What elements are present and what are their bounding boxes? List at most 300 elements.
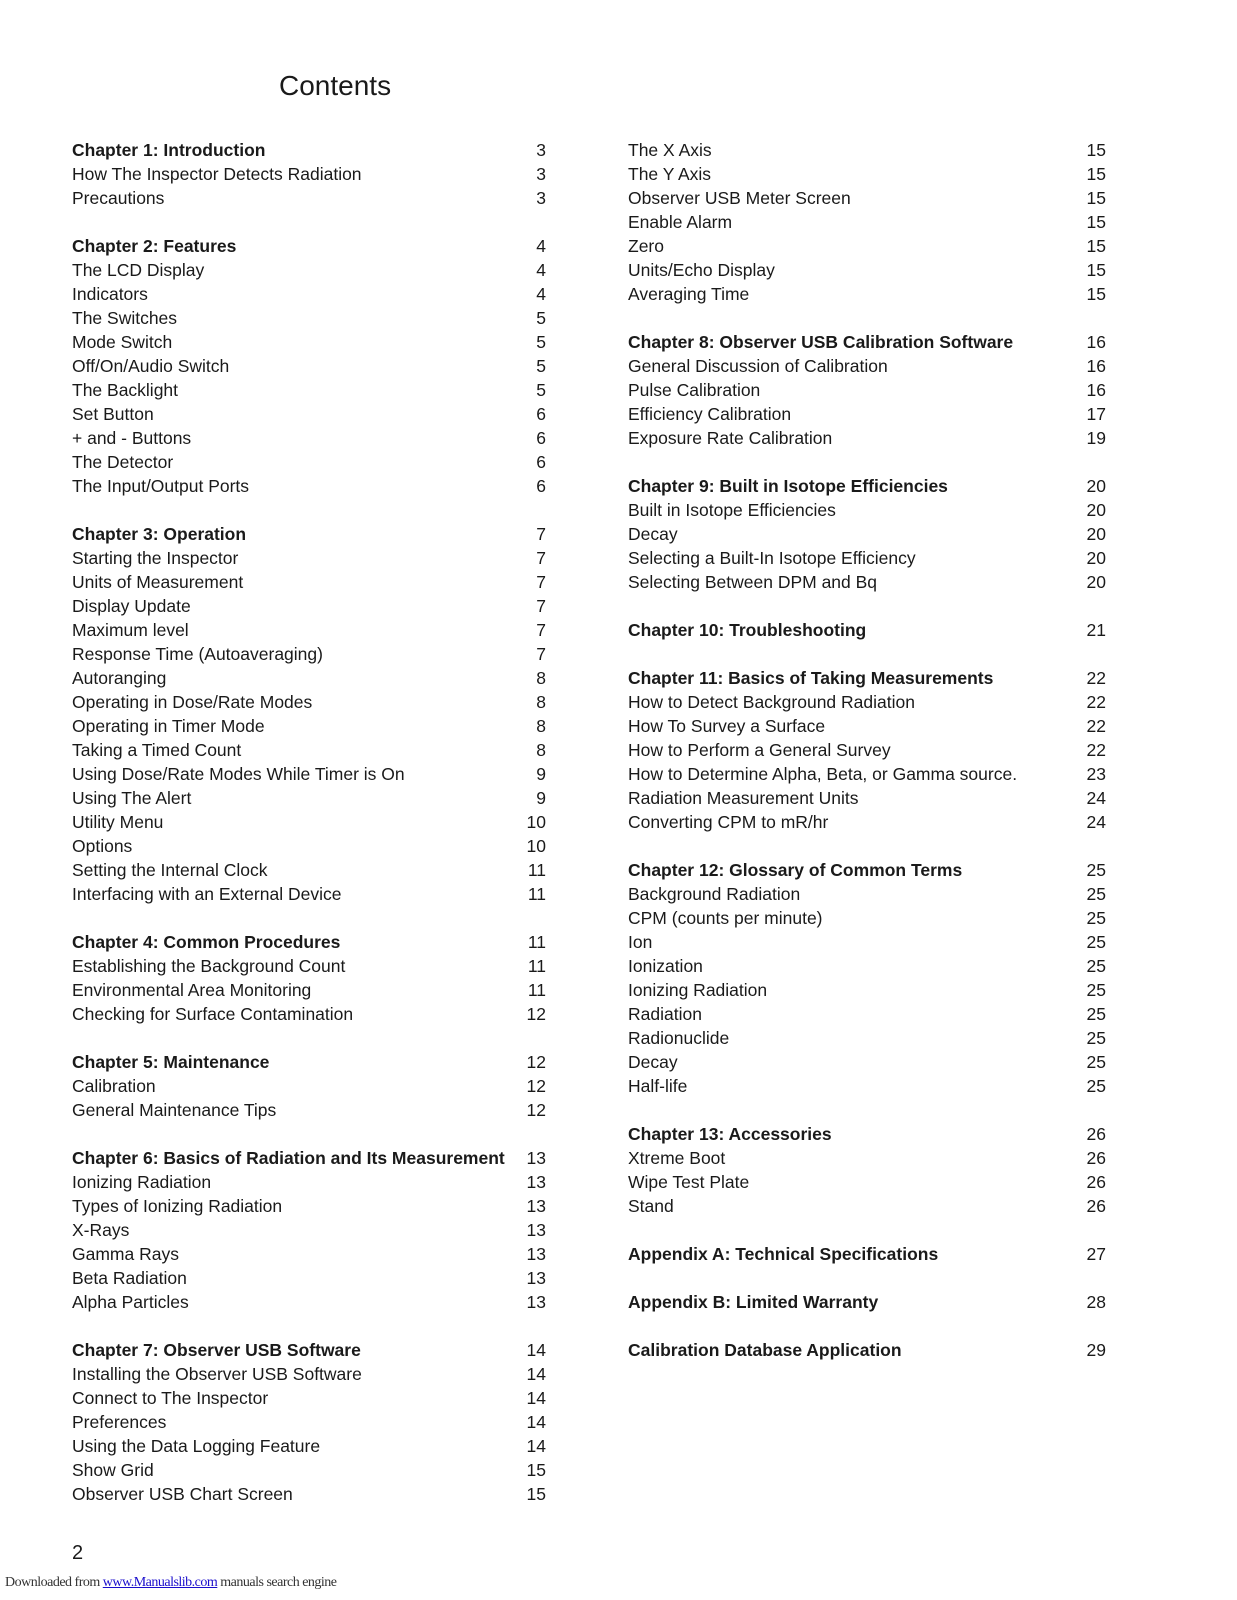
toc-entry-title: How to Determine Alpha, Beta, or Gamma source.: [628, 764, 1018, 784]
toc-entry-title: Indicators: [72, 284, 148, 304]
toc-entry[interactable]: [628, 522, 1106, 546]
toc-entry-title: + and - Buttons: [72, 428, 192, 448]
toc-entry-title: Decay: [628, 1052, 678, 1072]
toc-group: [72, 138, 546, 210]
toc-entry[interactable]: [628, 810, 1106, 834]
toc-chapter-entry[interactable]: [72, 1050, 546, 1074]
toc-entry-page: 12: [526, 1052, 546, 1072]
toc-entry-page: 6: [536, 452, 546, 472]
toc-entry-title: The Switches: [72, 308, 178, 328]
toc-entry-title: Utility Menu: [72, 812, 164, 832]
toc-entry[interactable]: [72, 954, 546, 978]
toc-entry-title: The X Axis: [628, 140, 712, 160]
toc-left-column: [72, 138, 546, 1530]
toc-entry-page: 13: [526, 1196, 546, 1216]
toc-entry-title: Xtreme Boot: [628, 1148, 726, 1168]
footer-prefix: Downloaded from: [5, 1575, 103, 1590]
toc-entry-page: 13: [526, 1292, 546, 1312]
toc-entry-title: Calibration: [72, 1076, 156, 1096]
toc-group: [72, 930, 546, 1026]
toc-entry-title: Using The Alert: [72, 788, 192, 808]
toc-entry[interactable]: [628, 210, 1106, 234]
toc-entry-page: 14: [526, 1412, 546, 1432]
toc-entry-page: 22: [1086, 716, 1106, 736]
toc-entry-page: 22: [1086, 668, 1106, 688]
toc-right-column: [628, 138, 1106, 1386]
toc-entry-page: 7: [536, 644, 546, 664]
toc-entry-page: 14: [526, 1364, 546, 1384]
toc-entry-page: 14: [526, 1436, 546, 1456]
toc-entry[interactable]: [72, 354, 546, 378]
toc-entry-page: 20: [1086, 524, 1106, 544]
toc-entry[interactable]: [72, 1218, 546, 1242]
toc-entry-title: Enable Alarm: [628, 212, 733, 232]
toc-entry-page: 29: [1086, 1340, 1106, 1360]
toc-entry-title: Show Grid: [72, 1460, 154, 1480]
toc-entry-page: 10: [526, 812, 546, 832]
toc-entry[interactable]: [628, 1146, 1106, 1170]
toc-entry-page: 11: [527, 860, 546, 880]
toc-entry-page: 15: [1086, 140, 1106, 160]
toc-entry-page: 11: [527, 932, 546, 952]
toc-entry-page: 27: [1086, 1244, 1106, 1264]
toc-entry[interactable]: [72, 1458, 546, 1482]
toc-entry-page: 22: [1086, 740, 1106, 760]
toc-group: [72, 234, 546, 498]
toc-entry-title: Zero: [628, 236, 664, 256]
toc-entry-title: Using the Data Logging Feature: [72, 1436, 321, 1456]
toc-entry[interactable]: [72, 1098, 546, 1122]
toc-entry-page: 26: [1086, 1196, 1106, 1216]
toc-group: [628, 666, 1106, 834]
toc-entry-page: 13: [526, 1220, 546, 1240]
toc-group: [628, 1338, 1106, 1362]
toc-entry-page: 26: [1086, 1124, 1106, 1144]
toc-entry-page: 7: [536, 572, 546, 592]
toc-entry-page: 20: [1086, 476, 1106, 496]
toc-entry-page: 8: [536, 692, 546, 712]
toc-group: [628, 1122, 1106, 1218]
toc-entry[interactable]: [72, 642, 546, 666]
toc-entry-page: 15: [526, 1460, 546, 1480]
toc-entry[interactable]: [72, 714, 546, 738]
toc-entry[interactable]: [72, 1074, 546, 1098]
toc-entry-page: 21: [1086, 620, 1106, 640]
toc-entry-title: Environmental Area Monitoring: [72, 980, 312, 1000]
toc-entry-title: Chapter 13: Accessories: [628, 1124, 832, 1144]
toc-entry[interactable]: [72, 186, 546, 210]
toc-entry[interactable]: [628, 234, 1106, 258]
toc-group: [628, 1290, 1106, 1314]
toc-entry-title: Chapter 1: Introduction: [72, 140, 266, 160]
toc-entry-page: 16: [1086, 380, 1106, 400]
toc-entry-title: Appendix A: Technical Specifications: [628, 1244, 939, 1264]
toc-entry[interactable]: [72, 882, 546, 906]
toc-group: [72, 522, 546, 906]
toc-entry-page: 15: [1086, 236, 1106, 256]
toc-entry-title: Chapter 2: Features: [72, 236, 237, 256]
toc-chapter-entry[interactable]: [628, 1290, 1106, 1314]
toc-entry[interactable]: [72, 330, 546, 354]
toc-entry-page: 17: [1086, 404, 1106, 424]
toc-entry[interactable]: [628, 906, 1106, 930]
toc-entry-page: 4: [536, 284, 546, 304]
toc-entry[interactable]: [72, 378, 546, 402]
toc-entry-title: Chapter 3: Operation: [72, 524, 247, 544]
toc-entry-title: Chapter 10: Troubleshooting: [628, 620, 867, 640]
toc-entry-page: 25: [1086, 1004, 1106, 1024]
toc-entry-title: Chapter 6: Basics of Radiation and Its Measurement: [72, 1148, 505, 1168]
toc-group: [72, 1050, 546, 1122]
toc-entry-page: 4: [536, 260, 546, 280]
toc-entry-title: Stand: [628, 1196, 674, 1216]
toc-entry[interactable]: [72, 618, 546, 642]
toc-entry-page: 24: [1086, 812, 1106, 832]
toc-entry-title: Operating in Dose/Rate Modes: [72, 692, 313, 712]
toc-entry-title: Precautions: [72, 188, 165, 208]
toc-entry-page: 25: [1086, 908, 1106, 928]
toc-entry[interactable]: [72, 282, 546, 306]
toc-entry[interactable]: [72, 810, 546, 834]
toc-entry[interactable]: [628, 1170, 1106, 1194]
toc-chapter-entry[interactable]: [628, 1338, 1106, 1362]
toc-entry-page: 26: [1086, 1172, 1106, 1192]
toc-entry[interactable]: [628, 1074, 1106, 1098]
toc-entry[interactable]: [72, 1482, 546, 1506]
toc-entry-title: Setting the Internal Clock: [72, 860, 268, 880]
toc-entry-page: 25: [1086, 860, 1106, 880]
toc-entry[interactable]: [72, 1194, 546, 1218]
toc-entry-title: Maximum level: [72, 620, 189, 640]
toc-entry[interactable]: [72, 762, 546, 786]
toc-entry-page: 6: [536, 404, 546, 424]
toc-group: [628, 138, 1106, 306]
toc-entry-title: Preferences: [72, 1412, 167, 1432]
toc-entry-title: How To Survey a Surface: [628, 716, 826, 736]
toc-entry-title: Establishing the Background Count: [72, 956, 346, 976]
toc-entry-title: Chapter 4: Common Procedures: [72, 932, 341, 952]
toc-entry-page: 6: [536, 476, 546, 496]
toc-entry[interactable]: [628, 738, 1106, 762]
toc-chapter-entry[interactable]: [628, 858, 1106, 882]
toc-entry-page: 5: [536, 356, 546, 376]
toc-entry[interactable]: [628, 258, 1106, 282]
toc-chapter-entry[interactable]: [628, 474, 1106, 498]
toc-entry-page: 6: [536, 428, 546, 448]
toc-entry[interactable]: [72, 738, 546, 762]
toc-entry-title: Response Time (Autoaveraging): [72, 644, 323, 664]
toc-entry-page: 7: [536, 548, 546, 568]
toc-entry-page: 3: [536, 164, 546, 184]
toc-entry[interactable]: [628, 978, 1106, 1002]
download-footer: [5, 1575, 337, 1591]
toc-entry-title: Decay: [628, 524, 678, 544]
toc-entry[interactable]: [72, 546, 546, 570]
toc-group: [628, 474, 1106, 594]
toc-entry-title: The LCD Display: [72, 260, 205, 280]
toc-entry-title: Mode Switch: [72, 332, 173, 352]
toc-entry-page: 11: [527, 980, 546, 1000]
toc-entry[interactable]: [628, 426, 1106, 450]
toc-entry-page: 15: [1086, 284, 1106, 304]
toc-entry-title: Pulse Calibration: [628, 380, 761, 400]
toc-entry-page: 3: [536, 140, 546, 160]
toc-entry-page: 16: [1086, 332, 1106, 352]
toc-entry-page: 9: [536, 764, 546, 784]
toc-entry-page: 10: [526, 836, 546, 856]
toc-entry-title: The Y Axis: [628, 164, 712, 184]
toc-entry-title: Beta Radiation: [72, 1268, 187, 1288]
toc-entry-page: 13: [526, 1172, 546, 1192]
toc-entry-title: Interfacing with an External Device: [72, 884, 342, 904]
toc-entry-page: 20: [1086, 500, 1106, 520]
toc-entry[interactable]: [72, 306, 546, 330]
toc-entry-title: Chapter 12: Glossary of Common Terms: [628, 860, 963, 880]
toc-entry-page: 14: [526, 1388, 546, 1408]
toc-entry-title: General Discussion of Calibration: [628, 356, 888, 376]
toc-entry-title: Installing the Observer USB Software: [72, 1364, 362, 1384]
toc-entry[interactable]: [628, 1026, 1106, 1050]
toc-entry-page: 12: [526, 1076, 546, 1096]
toc-entry-title: Efficiency Calibration: [628, 404, 792, 424]
toc-entry-title: Options: [72, 836, 133, 856]
toc-entry-page: 8: [536, 716, 546, 736]
toc-entry[interactable]: [72, 690, 546, 714]
toc-chapter-entry[interactable]: [628, 666, 1106, 690]
toc-entry[interactable]: [72, 594, 546, 618]
toc-entry-page: 15: [1086, 164, 1106, 184]
toc-entry[interactable]: [628, 1002, 1106, 1026]
toc-entry[interactable]: [628, 714, 1106, 738]
toc-entry-title: Off/On/Audio Switch: [72, 356, 230, 376]
toc-entry-page: 5: [536, 380, 546, 400]
toc-entry-title: Chapter 8: Observer USB Calibration Software: [628, 332, 1014, 352]
toc-entry[interactable]: [628, 1194, 1106, 1218]
toc-entry[interactable]: [72, 258, 546, 282]
toc-entry-title: Units of Measurement: [72, 572, 244, 592]
toc-entry[interactable]: [628, 162, 1106, 186]
toc-entry-page: 20: [1086, 548, 1106, 568]
toc-entry[interactable]: [72, 978, 546, 1002]
toc-entry-page: 28: [1086, 1292, 1106, 1312]
toc-entry-title: Starting the Inspector: [72, 548, 239, 568]
toc-entry-page: 25: [1086, 1052, 1106, 1072]
toc-entry-page: 11: [527, 884, 546, 904]
toc-entry-title: Chapter 7: Observer USB Software: [72, 1340, 361, 1360]
toc-entry-page: 24: [1086, 788, 1106, 808]
toc-entry-title: Selecting Between DPM and Bq: [628, 572, 878, 592]
toc-entry[interactable]: [72, 834, 546, 858]
toc-group: [628, 330, 1106, 450]
toc-entry-page: 7: [536, 524, 546, 544]
toc-entry-page: 15: [1086, 212, 1106, 232]
toc-entry[interactable]: [628, 282, 1106, 306]
toc-entry-title: How to Perform a General Survey: [628, 740, 891, 760]
toc-entry-title: X-Rays: [72, 1220, 130, 1240]
toc-entry-page: 15: [526, 1484, 546, 1504]
toc-entry-title: Chapter 11: Basics of Taking Measurements: [628, 668, 994, 688]
toc-entry[interactable]: [72, 474, 546, 498]
toc-chapter-entry[interactable]: [72, 522, 546, 546]
toc-entry-page: 7: [536, 620, 546, 640]
toc-entry-title: Observer USB Meter Screen: [628, 188, 851, 208]
toc-entry[interactable]: [72, 1434, 546, 1458]
toc-entry-title: Units/Echo Display: [628, 260, 775, 280]
toc-entry-title: Background Radiation: [628, 884, 801, 904]
page-number: 2: [72, 1542, 84, 1564]
toc-entry[interactable]: [628, 1050, 1106, 1074]
toc-entry-title: Using Dose/Rate Modes While Timer is On: [72, 764, 405, 784]
toc-entry-title: The Input/Output Ports: [72, 476, 250, 496]
toc-group: [72, 1146, 546, 1314]
toc-entry-title: Display Update: [72, 596, 191, 616]
toc-entry[interactable]: [72, 1002, 546, 1026]
toc-entry-title: Ion: [628, 932, 653, 952]
toc-group: [628, 858, 1106, 1098]
toc-entry-title: Alpha Particles: [72, 1292, 189, 1312]
toc-entry[interactable]: [628, 186, 1106, 210]
toc-chapter-entry[interactable]: [628, 330, 1106, 354]
toc-chapter-entry[interactable]: [628, 1242, 1106, 1266]
toc-entry-page: 12: [526, 1100, 546, 1120]
toc-entry[interactable]: [628, 954, 1106, 978]
toc-chapter-entry[interactable]: [72, 1146, 546, 1170]
toc-entry-title: The Detector: [72, 452, 174, 472]
toc-entry[interactable]: [628, 786, 1106, 810]
manualslib-link[interactable]: www.Manualslib.com: [102, 1575, 218, 1590]
toc-entry-title: Built in Isotope Efficiencies: [628, 500, 836, 520]
toc-entry[interactable]: [72, 402, 546, 426]
toc-entry-page: 8: [536, 668, 546, 688]
toc-entry-page: 22: [1086, 692, 1106, 712]
toc-entry-title: Radiation Measurement Units: [628, 788, 859, 808]
toc-entry-page: 13: [526, 1244, 546, 1264]
toc-entry-title: Checking for Surface Contamination: [72, 1004, 354, 1024]
toc-entry-page: 23: [1086, 764, 1106, 784]
toc-chapter-entry[interactable]: [72, 234, 546, 258]
toc-entry-page: 9: [536, 788, 546, 808]
toc-entry[interactable]: [628, 762, 1106, 786]
toc-entry-title: Radiation: [628, 1004, 702, 1024]
toc-entry-title: Connect to The Inspector: [72, 1388, 269, 1408]
toc-entry-page: 8: [536, 740, 546, 760]
toc-entry-title: Appendix B: Limited Warranty: [628, 1292, 879, 1312]
page-title: Contents: [279, 70, 392, 101]
toc-entry[interactable]: [72, 570, 546, 594]
footer-suffix: manuals search engine: [217, 1575, 337, 1590]
toc-entry-title: Averaging Time: [628, 284, 750, 304]
toc-group: [628, 618, 1106, 642]
toc-entry[interactable]: [628, 570, 1106, 594]
toc-entry-page: 5: [536, 308, 546, 328]
toc-entry[interactable]: [72, 666, 546, 690]
toc-entry-title: Taking a Timed Count: [72, 740, 242, 760]
toc-entry-title: Converting CPM to mR/hr: [628, 812, 829, 832]
toc-entry-title: Chapter 5: Maintenance: [72, 1052, 270, 1072]
toc-entry-page: 12: [526, 1004, 546, 1024]
toc-chapter-entry[interactable]: [72, 930, 546, 954]
toc-entry-title: Half-life: [628, 1076, 688, 1096]
toc-entry[interactable]: [628, 138, 1106, 162]
toc-entry[interactable]: [72, 1386, 546, 1410]
toc-entry[interactable]: [628, 498, 1106, 522]
toc-entry-page: 11: [527, 956, 546, 976]
toc-entry[interactable]: [628, 690, 1106, 714]
toc-chapter-entry[interactable]: [628, 618, 1106, 642]
toc-entry[interactable]: [72, 162, 546, 186]
toc-entry[interactable]: [72, 1362, 546, 1386]
toc-entry-page: 15: [1086, 188, 1106, 208]
toc-entry-page: 25: [1086, 884, 1106, 904]
toc-entry-page: 19: [1086, 428, 1106, 448]
toc-entry-page: 20: [1086, 572, 1106, 592]
toc-entry-title: Ionization: [628, 956, 703, 976]
toc-entry-page: 15: [1086, 260, 1106, 280]
toc-entry-title: Types of Ionizing Radiation: [72, 1196, 283, 1216]
toc-entry-title: General Maintenance Tips: [72, 1100, 277, 1120]
toc-entry-page: 13: [526, 1148, 546, 1168]
toc-entry[interactable]: [72, 426, 546, 450]
toc-entry-title: Selecting a Built-In Isotope Efficiency: [628, 548, 916, 568]
toc-entry-title: Autoranging: [72, 668, 167, 688]
toc-entry[interactable]: [628, 378, 1106, 402]
toc-entry[interactable]: [628, 882, 1106, 906]
toc-entry-title: Ionizing Radiation: [628, 980, 768, 1000]
toc-entry-page: 14: [526, 1340, 546, 1360]
toc-group: [628, 1242, 1106, 1266]
toc-entry-page: 7: [536, 596, 546, 616]
toc-entry[interactable]: [72, 450, 546, 474]
toc-entry-page: 3: [536, 188, 546, 208]
toc-entry-page: 25: [1086, 956, 1106, 976]
toc-entry[interactable]: [72, 1242, 546, 1266]
toc-entry-title: Wipe Test Plate: [628, 1172, 750, 1192]
toc-entry-page: 25: [1086, 1076, 1106, 1096]
toc-chapter-entry[interactable]: [72, 1338, 546, 1362]
toc-entry-title: The Backlight: [72, 380, 179, 400]
toc-entry-title: Calibration Database Application: [628, 1340, 902, 1360]
toc-group: [72, 1338, 546, 1506]
toc-entry[interactable]: [72, 1290, 546, 1314]
toc-chapter-entry[interactable]: [628, 1122, 1106, 1146]
toc-entry[interactable]: [72, 786, 546, 810]
toc-entry-title: Set Button: [72, 404, 154, 424]
toc-chapter-entry[interactable]: [72, 138, 546, 162]
toc-entry-title: Operating in Timer Mode: [72, 716, 265, 736]
toc-entry[interactable]: [628, 930, 1106, 954]
toc-entry-title: Radionuclide: [628, 1028, 730, 1048]
toc-entry-page: 5: [536, 332, 546, 352]
toc-entry-page: 4: [536, 236, 546, 256]
toc-entry-page: 16: [1086, 356, 1106, 376]
toc-entry-page: 25: [1086, 1028, 1106, 1048]
toc-entry[interactable]: [72, 1266, 546, 1290]
toc-entry[interactable]: [72, 1410, 546, 1434]
toc-entry[interactable]: [628, 546, 1106, 570]
toc-entry[interactable]: [628, 402, 1106, 426]
toc-entry-title: How to Detect Background Radiation: [628, 692, 915, 712]
toc-entry[interactable]: [72, 858, 546, 882]
toc-entry[interactable]: [628, 354, 1106, 378]
toc-entry[interactable]: [72, 1170, 546, 1194]
toc-entry-page: 25: [1086, 932, 1106, 952]
toc-entry-page: 26: [1086, 1148, 1106, 1168]
toc-entry-title: Ionizing Radiation: [72, 1172, 212, 1192]
toc-entry-title: Exposure Rate Calibration: [628, 428, 833, 448]
toc-entry-title: Chapter 9: Built in Isotope Efficiencies: [628, 476, 948, 496]
toc-entry-title: CPM (counts per minute): [628, 908, 823, 928]
toc-entry-page: 25: [1086, 980, 1106, 1000]
